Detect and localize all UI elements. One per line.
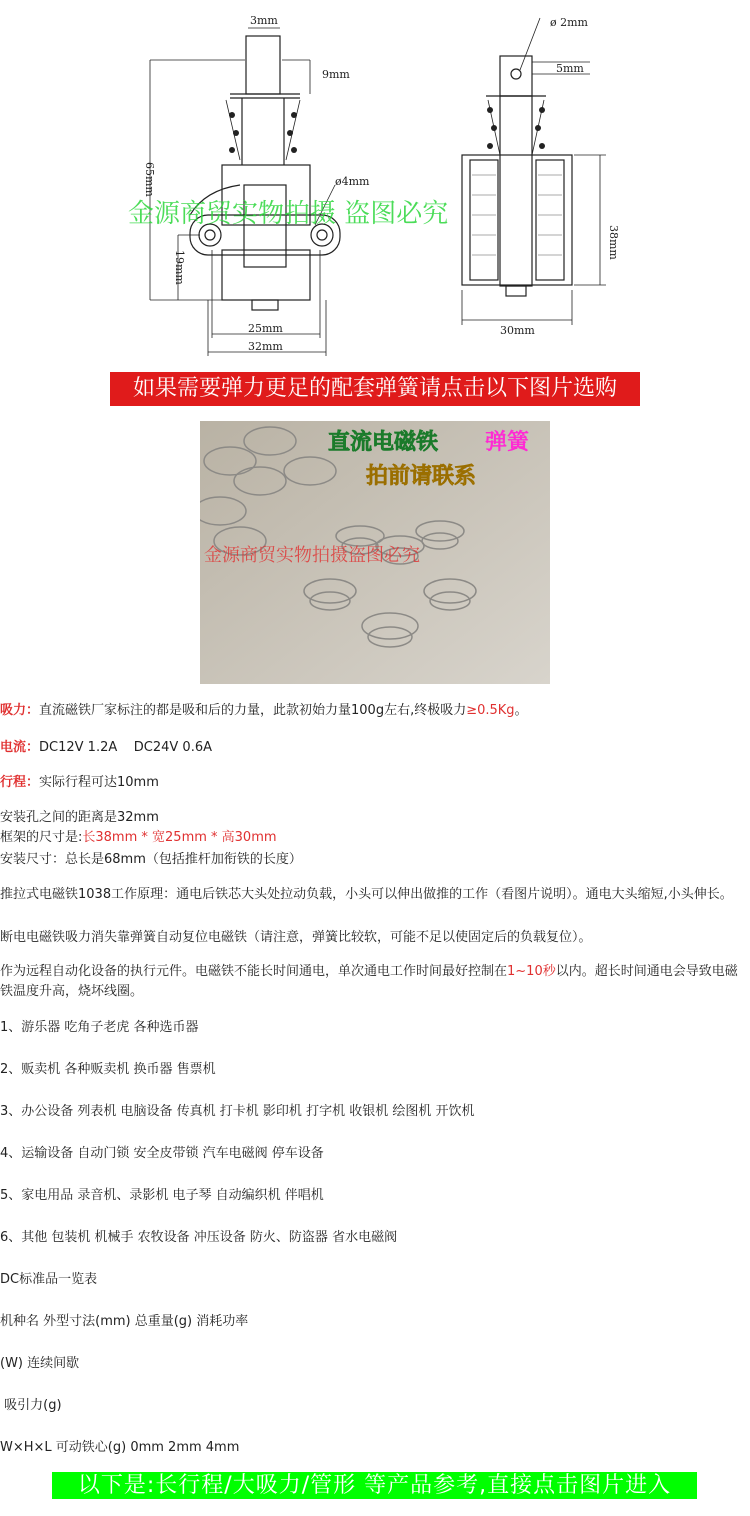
application-item: 5、家电用品 录音机、录影机 电子琴 自动编织机 伴唱机 [0,1188,324,1203]
usage-prefix: 作为远程自动化设备的执行元件。电磁铁不能长时间通电，单次通电工作时间最好控制在 [0,964,508,979]
usage-suffix: 以内。超长时间通电会导致电磁铁温度升高，烧坏线圈。 [0,964,738,999]
table-title: DC标准品一览表 [0,1272,98,1287]
dim-total-height: 65mm [143,162,156,197]
stroke-label: 行程： [0,775,40,790]
application-item: 1、游乐器 吃角子老虎 各种选币器 [0,1020,199,1035]
photo-subtitle: 拍前请联系 [366,463,477,489]
force-end: 。 [514,703,528,718]
principle-1: 推拉式电磁铁1038工作原理：通电后铁芯大头处拉动负载，小头可以伸出做推的工作（看图片说明）。通电大头缩短,小头伸长。 [0,887,733,902]
photo-watermark: 金源商贸实物拍摄盗图必究 [204,545,420,566]
dim-hole-spacing: 25mm [248,322,283,335]
dim-frame-height: 38mm [607,225,620,260]
application-item: 6、其他 包装机 机械手 农牧设备 冲压设备 防火、防盗器 省水电磁阀 [0,1230,398,1245]
install-size: 安装尺寸：总长是68mm（包括推杆加衔铁的长度） [0,852,302,867]
force-line [0,701,528,721]
technical-drawing [0,0,750,365]
table-header-line: 机种名 外型寸法(mm) 总重量(g) 消耗功率 [0,1314,249,1329]
current-line [0,738,212,758]
spring-promo-banner[interactable]: 如果需要弹力更足的配套弹簧请点击以下图片选购 [110,372,640,406]
usage-note [0,962,750,1002]
dim-top-height: 9mm [322,68,350,81]
spring-product-photo[interactable] [200,421,550,684]
force-label: 吸力： [0,703,40,718]
related-products-banner[interactable]: 以下是:长行程/大吸力/管形 等产品参考,直接点击图片进入 [52,1472,697,1499]
stroke-text: 实际行程可达10mm [39,775,159,790]
current-label: 电流： [0,740,40,755]
application-item: 2、贩卖机 各种贩卖机 换币器 售票机 [0,1062,216,1077]
application-item: 3、办公设备 列表机 电脑设备 传真机 打卡机 影印机 打字机 收银机 绘图机 开饮机 [0,1104,475,1119]
usage-value: 1~10秒 [507,964,556,979]
dim-hole: ø4mm [335,175,370,188]
dim-pin: ø 2mm [550,16,588,29]
photo-title-a: 直流电磁铁 [328,429,439,455]
photo-title-b: 弹簧 [485,429,530,455]
frame-size-line [0,828,277,848]
force-text: 直流磁铁厂家标注的都是吸和后的力量，此款初始力量100g左右,终极吸力 [39,703,467,718]
dim-width-left: 32mm [248,340,283,353]
diagram-watermark: 金源商贸实物拍摄 盗图必究 [128,199,449,229]
table-header-line: 吸引力(g) [0,1398,62,1413]
table-header-line: W×H×L 可动铁心(g) 0mm 2mm 4mm [0,1440,240,1455]
dim-pin-offset: 5mm [556,62,584,75]
table-header-line: (W) 连续间歇 [0,1356,80,1371]
current-text: DC12V 1.2A DC24V 0.6A [39,740,212,755]
frame-prefix: 框架的尺寸是: [0,830,83,845]
principle-2: 断电电磁铁吸力消失靠弹簧自动复位电磁铁（请注意，弹簧比较软，可能不足以使固定后的负载复位）。 [0,930,592,945]
dim-lower: 19mm [173,250,186,285]
stroke-line [0,773,159,793]
dim-width-right: 30mm [500,324,535,337]
mount-distance: 安装孔之间的距离是32mm [0,810,159,825]
frame-value: 长38mm * 宽25mm * 高30mm [82,830,277,845]
dim-top-width: 3mm [250,14,278,27]
spring-photo-art [200,421,550,684]
application-item: 4、运输设备 自动门锁 安全皮带锁 汽车电磁阀 停车设备 [0,1146,324,1161]
force-value: ≥0.5Kg [466,703,515,718]
